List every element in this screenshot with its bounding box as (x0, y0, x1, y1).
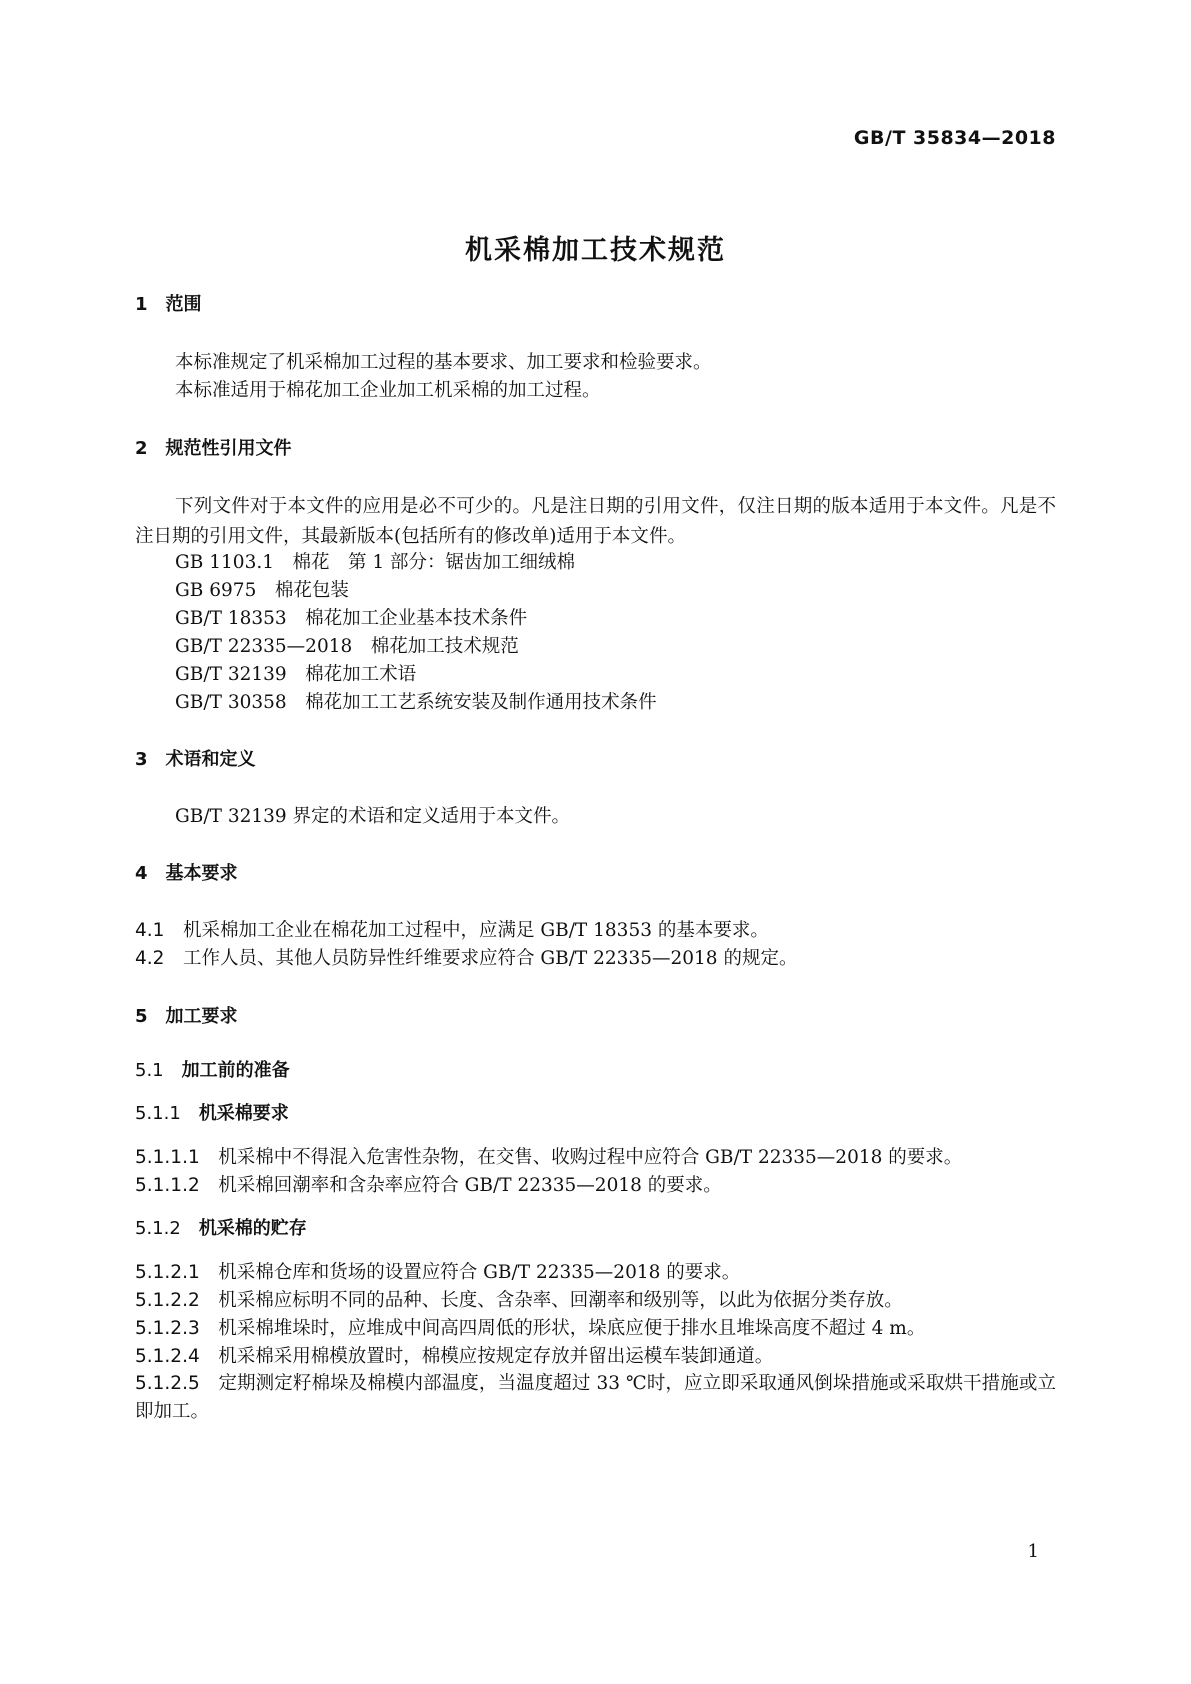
section-5-1-2-heading: 5.1.2 机采棉的贮存 (135, 1218, 307, 1239)
document-title: 机采棉加工技术规范 (465, 235, 726, 266)
section-3-paragraph: GB/T 32139 界定的术语和定义适用于本文件。 (175, 806, 571, 827)
clause-5-1-1-1: 5.1.1.1 机采棉中不得混入危害性杂物，在交售、收购过程中应符合 GB/T 22335—2018 的要求。 (135, 1147, 963, 1168)
reference-item: GB/T 18353 棉花加工企业基本技术条件 (175, 608, 528, 629)
clause-5-1-2-5: 5.1.2.5 定期测定籽棉垛及棉模内部温度，当温度超过 33 ℃时，应立即采取通风倒垛措施或采取烘干措施或立即加工。 (135, 1373, 1056, 1422)
reference-item: GB 1103.1 棉花 第 1 部分：锯齿加工细绒棉 (175, 552, 576, 573)
section-1-paragraph-2: 本标准适用于棉花加工企业加工机采棉的加工过程。 (175, 380, 601, 401)
clause-5-1-2-4: 5.1.2.4 机采棉采用棉模放置时，棉模应按规定存放并留出运模车装卸通道。 (135, 1346, 774, 1367)
section-1-paragraph-1: 本标准规定了机采棉加工过程的基本要求、加工要求和检验要求。 (175, 352, 712, 373)
section-2-paragraph: 下列文件对于本文件的应用是必不可少的。凡是注日期的引用文件，仅注日期的版本适用于本文件。凡是不注日期的引用文件，其最新版本(包括所有的修改单)适用于本文件。 (135, 496, 1056, 547)
clause-5-1-2-1: 5.1.2.1 机采棉仓库和货场的设置应符合 GB/T 22335—2018 的要求。 (135, 1262, 741, 1283)
standard-number: GB/T 35834—2018 (853, 127, 1056, 149)
clause-4-2: 4.2 工作人员、其他人员防异性纤维要求应符合 GB/T 22335—2018 的规定。 (135, 948, 798, 969)
page-number: 1 (1027, 1541, 1039, 1562)
section-5-heading: 5 加工要求 (135, 1006, 238, 1027)
clause-5-1-2-3: 5.1.2.3 机采棉堆垛时，应堆成中间高四周低的形状，垛底应便于排水且堆垛高度不超过 4 m。 (135, 1318, 926, 1339)
reference-item: GB 6975 棉花包装 (175, 580, 349, 601)
reference-item: GB/T 30358 棉花加工工艺系统安装及制作通用技术条件 (175, 692, 657, 713)
reference-item: GB/T 22335—2018 棉花加工技术规范 (175, 636, 519, 657)
section-4-heading: 4 基本要求 (135, 863, 238, 884)
section-3-heading: 3 术语和定义 (135, 749, 256, 770)
section-1-heading: 1 范围 (135, 294, 202, 315)
section-5-1-1-heading: 5.1.1 机采棉要求 (135, 1103, 289, 1124)
section-5-1-heading: 5.1 加工前的准备 (135, 1060, 290, 1081)
clause-5-1-2-2: 5.1.2.2 机采棉应标明不同的品种、长度、含杂率、回潮率和级别等，以此为依据分类存放。 (135, 1290, 903, 1311)
clause-5-1-1-2: 5.1.1.2 机采棉回潮率和含杂率应符合 GB/T 22335—2018 的要求。 (135, 1175, 722, 1196)
reference-item: GB/T 32139 棉花加工术语 (175, 664, 417, 685)
section-2-heading: 2 规范性引用文件 (135, 438, 292, 459)
clause-4-1: 4.1 机采棉加工企业在棉花加工过程中，应满足 GB/T 18353 的基本要求。 (135, 920, 769, 941)
